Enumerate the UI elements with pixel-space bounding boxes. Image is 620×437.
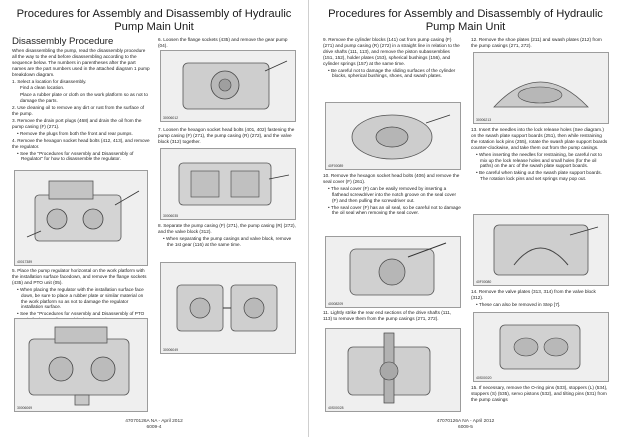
cylinder-block-illustration	[326, 103, 460, 169]
step-9-bullet: • Be careful not to damage the sliding surfaces of the cylinder blocks, spherical bushings, shoes, and swash plates.	[328, 67, 456, 79]
step-8: 8. Separate the pump casing (F) (271), the pump casing (R) (272), and the valve block (312).	[158, 223, 296, 234]
figure-code: 40S00028	[328, 406, 344, 410]
step-15-text	[471, 384, 609, 404]
left-page	[0, 0, 309, 437]
figure-code: 30006049	[163, 348, 179, 352]
valve-block-illustration	[161, 149, 295, 219]
figure-separation	[160, 262, 296, 354]
valve-plate-illustration	[474, 313, 608, 381]
figure-seal-cover	[325, 236, 461, 308]
section-heading: Disassembly Procedure	[12, 36, 114, 47]
step-5: 5. Place the pump regulator horizontal on the work platform with the installation surface facedown, and remove the flange sockets (435) and PTO unit (05).	[12, 268, 147, 285]
figure-code: 40008209	[328, 302, 344, 306]
step-5-bullet: • When placing the regulator with the installation surface face down, be sure to place a rubber plate or similar material on the work platform so as not to damage the regulator installation surface.	[17, 286, 144, 310]
step-14: 14. Remove the valve plates (313, 314) from the valve block (312).	[471, 289, 596, 300]
step-5-bullet: • See the "Procedures for Assembly and Disassembly of PTO	[17, 311, 145, 317]
step-7: 7. Loosen the hexagon socket head bolts (401, 402) fastening the pump casing (F) (271), the pump casing (R) (272), and the valve block (312) together.	[158, 127, 295, 144]
step-4-bullet: • See the "Procedures for Assembly and Disassembly of Regulator" for how to disassemble the regulator.	[17, 150, 134, 162]
step-10-bullet: • The seal cover (F) has an oil seal, so be careful not to damage the oil seal when removing the seal cover.	[328, 204, 461, 216]
step-13-bullet: • Be careful when taking out the swash plate support boards. The rotation lock pins and set springs may pop out.	[476, 170, 602, 182]
step-2: 2. Use cleaning oil to remove any dirt or rust from the surface of the pump.	[12, 105, 145, 117]
figure-valve-plate	[473, 312, 609, 382]
left-column-text	[12, 48, 151, 163]
step-13-text	[471, 126, 609, 183]
figure-drive-shaft	[325, 328, 461, 412]
figure-code: 30006213	[476, 118, 492, 122]
right-page	[311, 0, 620, 437]
step-6: 6. Loosen the flange sockets (435) and remove the gear pump (04).	[158, 37, 288, 48]
step-7-text	[158, 126, 298, 146]
figure-code: 40F00089	[328, 164, 344, 168]
gear-pump-illustration	[161, 51, 295, 121]
step-12: 12. Remove the shoe plates (211) and swash plates (212) from the pump casings (271, 272).	[471, 37, 602, 48]
page-title: Procedures for Assembly and Disassembly of Hydraulic Pump Main Unit	[328, 8, 603, 33]
swash-plate-illustration	[474, 53, 608, 123]
page-footer: 47070126A NA - April 2012 6009-5	[436, 419, 495, 430]
figure-swash-plate	[473, 52, 609, 124]
figure-valve-block	[160, 148, 296, 220]
figure-code: 40F00080	[476, 280, 492, 284]
step-1-note: Place a rubber plate or cloth on the work platform so as not to damage the parts.	[20, 92, 148, 104]
step-3: 3. Remove the drain port plugs (468) and drain the oil from the pump casing (F) (271).	[12, 117, 142, 129]
intro-paragraph: When disassembling the pump, read the disassembly procedure all the way to the end before disassembling according to the sequence below. The numbers in parentheses after the part names are the part numbers used in the attached diagram 1 pump breakdown diagram.	[12, 48, 150, 77]
left-column-text-lower	[12, 267, 151, 324]
step-9: 9. Remove the cylinder blocks (141) out from pump casing (F) (271) and pump casing (R) (272) in a straight line in relation to the drive shafts (111, 113), and remove the piston subassemblies (151, 152), holder plates (153), spherical bushings (156), and cylinder springs (157) at the same time.	[323, 37, 460, 66]
step-11-text	[323, 309, 461, 323]
step-11: 11. Lightly strike the rear end sections of the drive shafts (111, 113) to remove them from the pump casings (271, 272).	[323, 310, 452, 321]
figure-code: 40017389	[17, 260, 33, 264]
step-8-bullet: • When separating the pump casings and valve block, remove the 1st gear (116) at the same time.	[163, 235, 292, 247]
step-1: 1. Select a location for disassembly.	[12, 78, 87, 84]
step-14-text	[471, 288, 609, 309]
step-9-text	[323, 36, 461, 80]
step-10: 10. Remove the hexagon socket head bolts (406) and remove the seal cover (F) (261).	[323, 173, 460, 184]
figure-regulator	[14, 170, 148, 266]
step-13: 13. Insert the needles into the lock release holes (See diagram.) on the swash plate support boards (251), then while restraining the rotation lock pins (255), rotate the swash plate support boards counter-clockwise, and take them out from the pump casings.	[471, 127, 608, 150]
figure-gear-pump	[160, 50, 296, 122]
figure-code: 30006012	[163, 116, 179, 120]
figure-code: 40S00020	[476, 376, 492, 380]
casing-separation-illustration	[161, 263, 295, 353]
pump-regulator-illustration	[15, 171, 147, 265]
step-10-text	[323, 172, 461, 217]
figure-pump-casing	[14, 318, 148, 412]
step-12-text	[471, 36, 609, 50]
step-8-text	[158, 222, 298, 249]
step-1-note: Find a clean location.	[20, 85, 65, 91]
drive-shaft-illustration	[326, 329, 460, 411]
step-6-text	[158, 36, 298, 50]
pump-casing-illustration	[15, 319, 147, 411]
figure-code: 30006069	[17, 406, 33, 410]
figure-cylinder-block	[325, 102, 461, 170]
page-title: Procedures for Assembly and Disassembly of Hydraulic Pump Main Unit	[16, 8, 292, 33]
step-3-bullet: • Remove the plugs from both the front and rear pumps.	[17, 130, 133, 136]
seal-cover-illustration	[326, 237, 460, 307]
figure-support-board	[473, 214, 609, 286]
page-footer: 47070126A NA - April 2012 6009-4	[125, 419, 183, 430]
support-board-illustration	[474, 215, 608, 285]
figure-code: 30006035	[163, 214, 179, 218]
step-15: 15. If necessary, remove the O-ring pins (533), stoppers (L) (534), stoppers (S) (535), servo pistons (532), and tilting pins (531) from the pump casings	[471, 385, 608, 402]
step-13-bullet: • When inserting the needles for restraining, be careful not to mix up the lock release holes and small holes (for the oil paths) on the arc of the swash plate support boards.	[476, 151, 602, 169]
step-14-bullet: • These can also be removed in Step [7].	[476, 301, 561, 307]
step-4: 4. Remove the hexagon socket head bolts (412, 413), and remove the regulator.	[12, 137, 150, 149]
step-10-bullet: • The seal cover (F) can be easily removed by inserting a flathead screwdriver into the notch groove on the seal cover (F) and then pulling the screwdriver out.	[328, 185, 457, 203]
